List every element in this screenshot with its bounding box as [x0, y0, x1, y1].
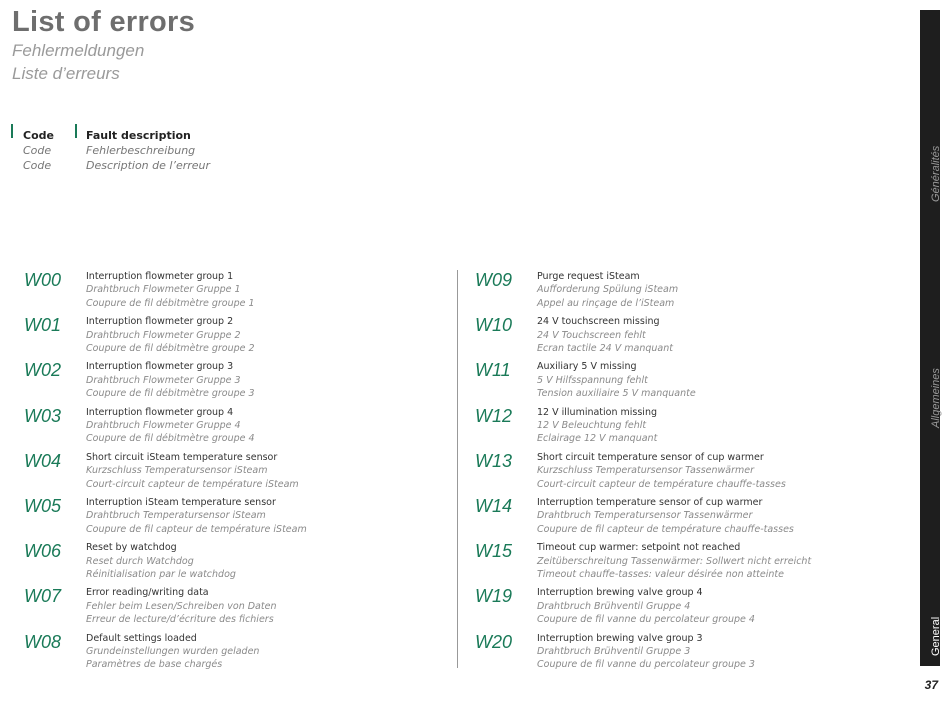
header-fault [86, 128, 210, 173]
error-description [86, 496, 307, 536]
description-french: Coupure de fil débitmètre groupe 1 [86, 297, 255, 309]
error-description [537, 632, 755, 672]
error-code: W01 [24, 315, 62, 336]
description-english: Default settings loaded [86, 632, 197, 644]
error-code: W09 [475, 270, 513, 290]
error-description [86, 586, 276, 626]
description-english: 24 V touchscreen missing [537, 316, 660, 328]
chapter-sidebar [920, 10, 940, 666]
header-code-en: Code [23, 129, 54, 142]
error-description [86, 632, 259, 672]
description-french: Coupure de fil débitmètre groupe 4 [86, 433, 255, 445]
description-french: Coupure de fil vanne du percolateur groupe 3 [537, 659, 755, 671]
error-description [537, 270, 678, 310]
error-description [537, 315, 673, 355]
description-german: Drahtbruch Temperatursensor iSteam [86, 510, 266, 522]
description-french: Coupure de fil débitmètre groupe 3 [86, 388, 255, 400]
error-code: W12 [475, 405, 513, 426]
error-code: W03 [24, 405, 62, 426]
description-french: Coupure de fil capteur de température iSteam [86, 523, 307, 535]
error-description [537, 406, 657, 446]
description-german: Fehler beim Lesen/Schreiben von Daten [86, 600, 277, 612]
error-code: W11 [475, 360, 511, 381]
description-french: Coupure de fil vanne du percolateur groupe 4 [537, 614, 755, 626]
description-english: Interruption brewing valve group 3 [537, 632, 703, 644]
description-english: 12 V illumination missing [537, 406, 658, 418]
error-code: W15 [475, 541, 513, 562]
subtitle-french: Liste d’erreurs [12, 64, 120, 83]
sidebar-label-french: Généralités [930, 145, 942, 202]
error-code: W05 [24, 496, 62, 516]
header-code-de: Code [23, 144, 52, 157]
description-german: Drahtbruch Flowmeter Gruppe 4 [86, 420, 241, 431]
description-english: Interruption flowmeter group 3 [86, 361, 234, 373]
description-french: Court-circuit capteur de température iSteam [86, 478, 299, 490]
sidebar-label-english: General [930, 616, 942, 656]
description-french: Paramètres de base chargés [86, 659, 223, 671]
description-german: Drahtbruch Flowmeter Gruppe 1 [86, 284, 241, 296]
error-code: W00 [24, 270, 62, 290]
description-french: Timeout chauffe-tasses: valeur désirée non atteinte [537, 569, 784, 580]
description-english: Error reading/writing data [86, 587, 209, 599]
description-french: Tension auxiliaire 5 V manquante [537, 388, 696, 400]
description-german: 12 V Beleuchtung fehlt [537, 420, 647, 431]
description-german: Drahtbruch Flowmeter Gruppe 2 [86, 329, 241, 341]
header-fault-en: Fault description [86, 129, 191, 142]
page-title: List of errors [12, 6, 196, 38]
error-description [537, 360, 696, 400]
error-description [86, 270, 255, 310]
description-german: Kurzschluss Temperatursensor Tassenwärmer [537, 465, 755, 477]
error-description [537, 541, 811, 581]
description-german: Drahtbruch Brühventil Gruppe 3 [537, 646, 691, 657]
description-french: Erreur de lecture/d’écriture des fichiers [86, 614, 274, 626]
header-fault-marker [75, 124, 77, 138]
error-code: W10 [475, 315, 513, 336]
description-german: Kurzschluss Temperatursensor iSteam [86, 465, 268, 477]
description-german: Aufforderung Spülung iSteam [537, 284, 679, 296]
description-english: Purge request iSteam [537, 271, 640, 282]
error-description [86, 541, 236, 581]
description-french: Ecran tactile 24 V manquant [537, 343, 673, 354]
header-code [23, 128, 54, 173]
description-english: Short circuit temperature sensor of cup warmer [537, 451, 764, 463]
error-description [86, 451, 299, 491]
error-code: W02 [24, 360, 62, 381]
description-english: Timeout cup warmer: setpoint not reached [537, 542, 741, 554]
header-code-marker [11, 124, 13, 138]
error-description [537, 451, 786, 491]
error-code: W20 [475, 631, 513, 652]
description-french: Coupure de fil débitmètre groupe 2 [86, 343, 255, 354]
error-code: W04 [24, 450, 62, 471]
error-code: W14 [475, 496, 513, 516]
description-english: Short circuit iSteam temperature sensor [86, 451, 278, 463]
description-english: Interruption iSteam temperature sensor [86, 497, 276, 508]
header-fault-de: Fehlerbeschreibung [86, 144, 196, 157]
column-divider [457, 270, 458, 668]
description-french: Eclairage 12 V manquant [537, 433, 658, 445]
error-description [86, 406, 255, 446]
description-german: Drahtbruch Brühventil Gruppe 4 [537, 600, 691, 612]
description-german: Drahtbruch Flowmeter Gruppe 3 [86, 374, 241, 386]
description-english: Interruption temperature sensor of cup warmer [537, 497, 763, 508]
error-description [537, 496, 794, 536]
description-english: Interruption brewing valve group 4 [537, 587, 703, 599]
description-french: Réinitialisation par le watchdog [86, 569, 236, 580]
description-english: Interruption flowmeter group 4 [86, 406, 234, 418]
description-german: Reset durch Watchdog [86, 555, 194, 567]
description-german: 5 V Hilfsspannung fehlt [537, 374, 648, 386]
error-code: W08 [24, 631, 62, 652]
error-description [537, 586, 755, 626]
subtitle-german: Fehlermeldungen [12, 41, 145, 60]
error-description [86, 360, 255, 400]
header-code-fr: Code [23, 159, 52, 172]
description-english: Interruption flowmeter group 2 [86, 316, 234, 328]
sidebar-label-german: Allgemeines [930, 368, 942, 428]
error-description [86, 315, 255, 355]
description-german: Grundeinstellungen wurden geladen [86, 646, 260, 657]
description-german: 24 V Touchscreen fehlt [537, 329, 646, 341]
description-french: Coupure de fil capteur de température chauffe-tasses [537, 523, 794, 535]
error-code: W13 [475, 450, 513, 471]
description-english: Reset by watchdog [86, 542, 177, 554]
description-german: Zeitüberschreitung Tassenwärmer: Sollwert nicht erreicht [537, 555, 812, 567]
error-code: W06 [24, 541, 62, 562]
page-number: 37 [924, 678, 938, 692]
error-code: W07 [24, 586, 62, 607]
description-french: Court-circuit capteur de température chauffe-tasses [537, 478, 786, 490]
description-english: Interruption flowmeter group 1 [86, 271, 234, 282]
error-code: W19 [475, 586, 513, 607]
description-german: Drahtbruch Temperatursensor Tassenwärmer [537, 510, 753, 522]
header-fault-fr: Description de l’erreur [86, 159, 211, 172]
description-french: Appel au rinçage de l’iSteam [537, 297, 675, 309]
description-english: Auxiliary 5 V missing [537, 361, 637, 373]
